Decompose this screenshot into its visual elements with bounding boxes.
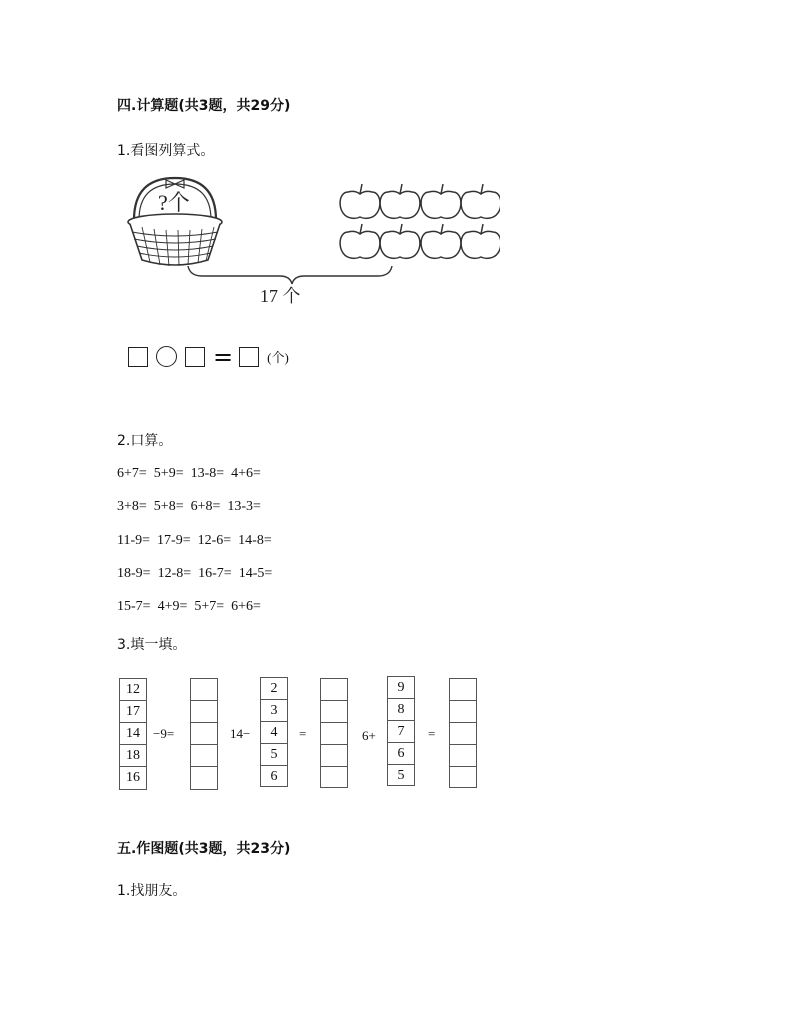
number-cell: 7 [388, 721, 414, 743]
number-cell: 18 [120, 745, 146, 767]
number-cell: 4 [261, 722, 287, 744]
operation-label: 14− [230, 726, 251, 741]
math-item: 17-9= [157, 533, 191, 548]
math-item: 14-5= [238, 566, 273, 581]
number-cell: 8 [388, 699, 414, 721]
math-item: 12-6= [197, 533, 232, 548]
question-1-title: 1.看图列算式。 [117, 143, 215, 159]
equals-label: = [428, 726, 436, 741]
math-item: 12-8= [157, 566, 192, 581]
number-cell: 3 [261, 700, 287, 722]
math-item: 6+6= [231, 599, 261, 614]
section-5-question-1-title: 1.找朋友。 [117, 883, 187, 899]
mental-math-row [117, 599, 268, 615]
math-item: 6+8= [190, 499, 221, 514]
math-item: 15-7= [117, 599, 151, 614]
mental-math-row [117, 533, 279, 549]
section-5-heading: 五.作图题(共3题，共23分) [117, 841, 291, 857]
number-cell: 6 [388, 743, 414, 765]
apple-basket-illustration [120, 170, 500, 310]
answer-cell [191, 767, 217, 789]
answer-cell [450, 767, 476, 789]
math-item: 5+7= [194, 599, 225, 614]
apples [340, 184, 500, 258]
number-cell: 5 [261, 744, 287, 766]
equals-label: = [299, 726, 307, 741]
math-item: 6+7= [117, 466, 147, 481]
number-column [119, 678, 147, 790]
math-item: 14-8= [238, 533, 272, 548]
number-cell: 6 [270, 769, 278, 784]
brace [188, 266, 392, 284]
answer-box[interactable] [185, 347, 205, 367]
answer-column[interactable] [190, 678, 218, 790]
number-cell: 5 [397, 768, 405, 783]
operation-label: −9= [153, 726, 175, 741]
equals-sign: = [213, 342, 234, 371]
answer-cell [321, 745, 347, 767]
number-column [260, 677, 288, 787]
mental-math-row [117, 499, 268, 515]
math-item: 16-7= [198, 566, 232, 581]
math-item: 18-9= [117, 566, 151, 581]
answer-cell [450, 701, 476, 723]
answer-column[interactable] [449, 678, 477, 788]
answer-cell [321, 767, 347, 789]
operation-label: 6+ [362, 728, 376, 743]
answer-cell [191, 723, 217, 745]
answer-cell [450, 745, 476, 767]
answer-cell [191, 679, 217, 701]
section-4-heading: 四.计算题(共3题，共29分) [117, 98, 291, 114]
number-cell: 16 [126, 770, 140, 785]
answer-cell [321, 679, 347, 701]
brace-label: 17 个 [260, 286, 301, 306]
answer-cell [450, 723, 476, 745]
number-cell: 9 [388, 677, 414, 699]
mental-math-row [117, 466, 268, 482]
answer-cell [321, 701, 347, 723]
answer-cell [321, 723, 347, 745]
answer-cell [450, 679, 476, 701]
number-cell: 17 [120, 701, 146, 723]
answer-cell [191, 701, 217, 723]
math-item: 4+9= [157, 599, 188, 614]
math-item: 13-3= [227, 499, 261, 514]
question-2-title: 2.口算。 [117, 433, 173, 449]
operator-circle[interactable] [156, 346, 177, 367]
number-cell: 14 [120, 723, 146, 745]
answer-box[interactable] [239, 347, 259, 367]
math-item: 5+8= [153, 499, 184, 514]
unit-label: (个) [267, 350, 289, 365]
math-item: 3+8= [117, 499, 147, 514]
answer-box[interactable] [128, 347, 148, 367]
number-cell: 12 [120, 679, 146, 701]
answer-column[interactable] [320, 678, 348, 788]
number-column [387, 676, 415, 786]
math-item: 5+9= [153, 466, 184, 481]
basket-label: ?个 [158, 190, 190, 215]
math-item: 11-9= [117, 533, 151, 548]
answer-cell [191, 745, 217, 767]
number-cell: 2 [261, 678, 287, 700]
formula-row [128, 342, 289, 372]
math-item: 4+6= [231, 466, 261, 481]
math-item: 13-8= [190, 466, 225, 481]
question-3-title: 3.填一填。 [117, 637, 187, 653]
mental-math-row [117, 566, 279, 582]
